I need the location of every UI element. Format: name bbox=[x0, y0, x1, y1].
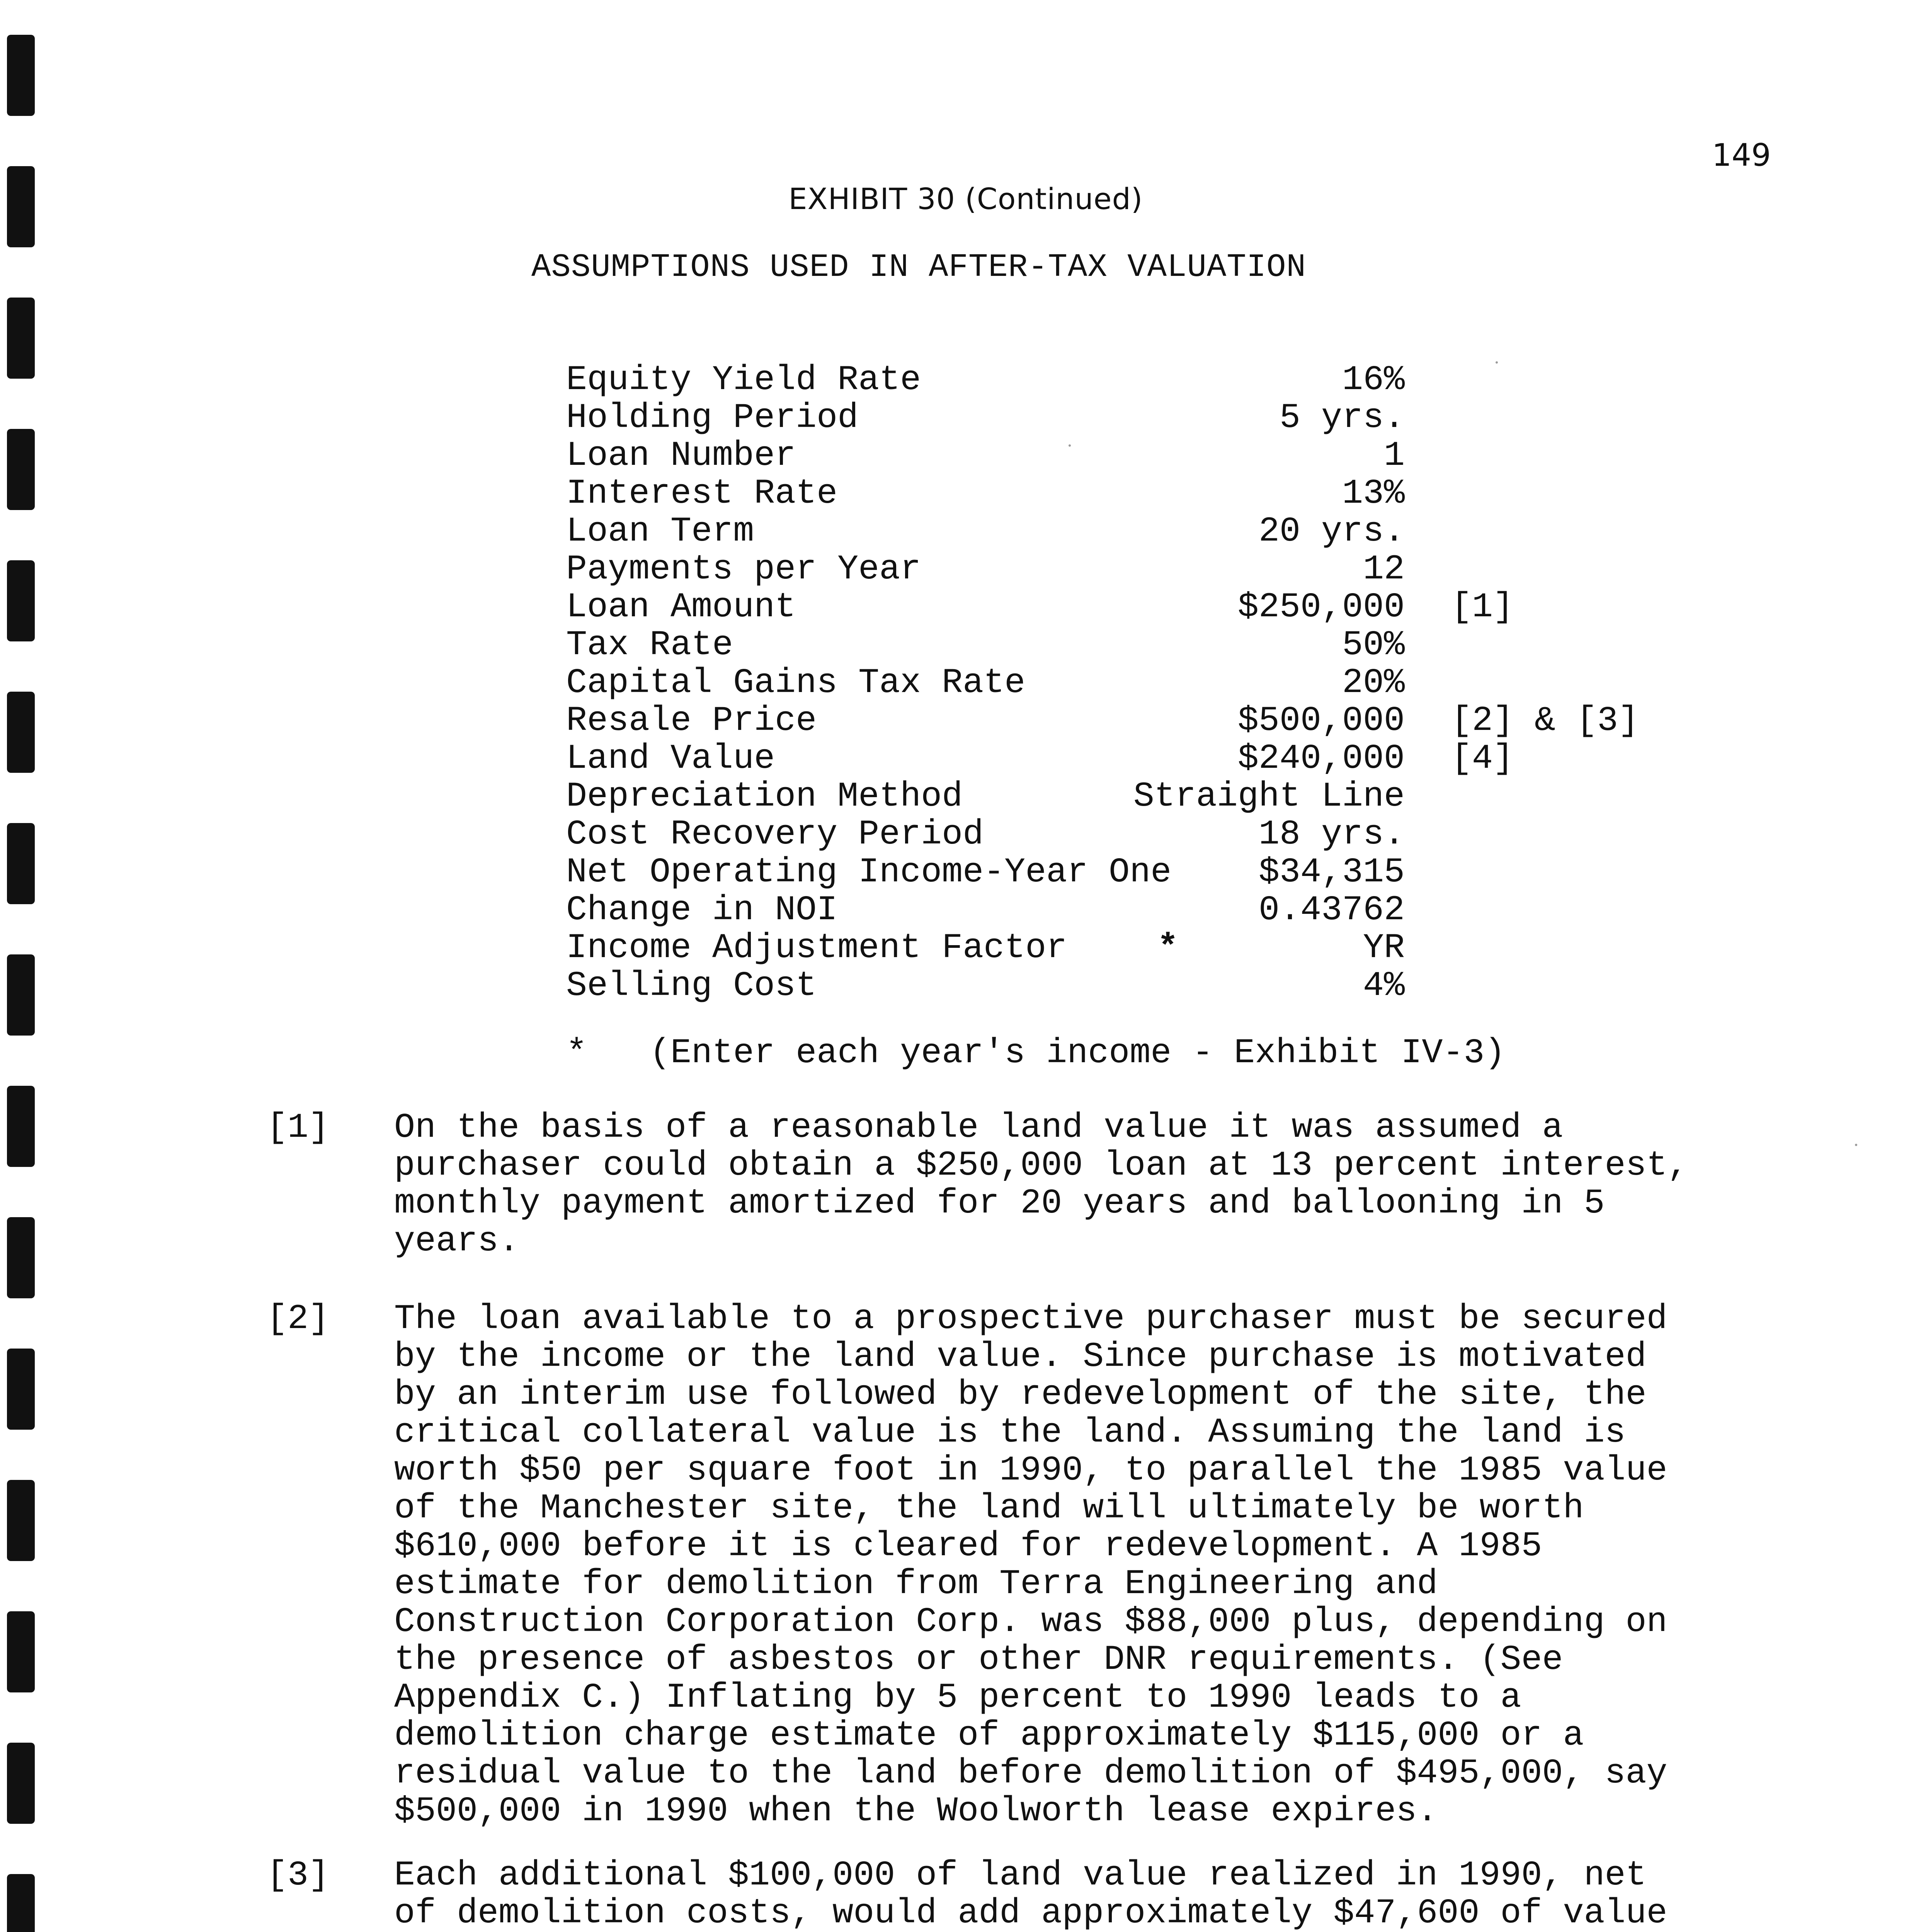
assumption-label: Resale Price bbox=[566, 701, 817, 741]
binding-hole bbox=[7, 823, 35, 904]
note-line: by the income or the land value. Since purchase is motivated bbox=[394, 1337, 1647, 1377]
assumption-value: $250,000 bbox=[1237, 588, 1405, 627]
assumption-value: 16% bbox=[1342, 361, 1405, 400]
note-line: $610,000 before it is cleared for redevelopment. A 1985 bbox=[394, 1527, 1542, 1566]
assumption-value: 18 yrs. bbox=[1258, 815, 1405, 854]
assumption-label: Depreciation Method bbox=[566, 777, 963, 816]
note-line: On the basis of a reasonable land value it was assumed a bbox=[394, 1108, 1563, 1148]
note-line: demolition charge estimate of approximately $115,000 or a bbox=[394, 1716, 1584, 1755]
binding-hole bbox=[7, 1480, 35, 1561]
assumption-label: Selling Cost bbox=[566, 966, 817, 1006]
note-line: years. bbox=[394, 1222, 520, 1261]
binding-holes bbox=[0, 0, 46, 1932]
assumption-label: Payments per Year bbox=[566, 550, 921, 589]
note-number: [1] bbox=[267, 1108, 330, 1148]
assumption-value: Straight Line bbox=[1133, 777, 1405, 816]
note-body bbox=[394, 1857, 1901, 1932]
note-line: Construction Corporation Corp. was $88,000 plus, depending on bbox=[394, 1602, 1668, 1642]
assumption-value: YR bbox=[1363, 929, 1405, 968]
assumption-value: 4% bbox=[1363, 966, 1405, 1006]
binding-hole bbox=[7, 298, 35, 379]
assumption-label: Holding Period bbox=[566, 398, 859, 438]
binding-hole bbox=[7, 1086, 35, 1167]
binding-hole bbox=[7, 1611, 35, 1692]
assumption-value: 12 bbox=[1363, 550, 1405, 589]
note-body bbox=[394, 1300, 1901, 1830]
binding-hole bbox=[7, 1874, 35, 1932]
scan-speck bbox=[1855, 1144, 1857, 1146]
assumption-value: $34,315 bbox=[1258, 853, 1405, 892]
scan-speck bbox=[1069, 444, 1071, 447]
note-line: The loan available to a prospective purchaser must be secured bbox=[394, 1299, 1668, 1339]
note-line: Appendix C.) Inflating by 5 percent to 1990 leads to a bbox=[394, 1678, 1521, 1718]
assumption-label: Cost Recovery Period bbox=[566, 815, 984, 854]
binding-hole bbox=[7, 1349, 35, 1430]
scan-speck bbox=[1496, 361, 1498, 364]
note-line: by an interim use followed by redevelopment of the site, the bbox=[394, 1375, 1647, 1415]
assumption-label: Interest Rate bbox=[566, 474, 838, 514]
note-number: [3] bbox=[267, 1856, 330, 1895]
assumption-label: Capital Gains Tax Rate bbox=[566, 663, 1026, 703]
assumption-value: $500,000 bbox=[1237, 701, 1405, 741]
note-body bbox=[394, 1109, 1901, 1260]
binding-hole bbox=[7, 35, 35, 116]
assumption-label: Loan Amount bbox=[566, 588, 796, 627]
note-line: Each additional $100,000 of land value realized in 1990, net bbox=[394, 1856, 1647, 1895]
assumption-value: 50% bbox=[1342, 626, 1405, 665]
note-line: estimate for demolition from Terra Engineering and bbox=[394, 1565, 1438, 1604]
asterisk-marker: * bbox=[1157, 929, 1179, 968]
table-heading: ASSUMPTIONS USED IN AFTER-TAX VALUATION bbox=[531, 249, 1306, 286]
binding-hole bbox=[7, 429, 35, 510]
note-line: of demolition costs, would add approximately $47,600 of value bbox=[394, 1894, 1668, 1932]
note-line: monthly payment amortized for 20 years and ballooning in 5 bbox=[394, 1184, 1605, 1223]
assumption-reference: [2] & [3] bbox=[1451, 701, 1639, 741]
table-footnote: * (Enter each year's income - Exhibit IV-3) bbox=[566, 1034, 1506, 1073]
note-line: $500,000 in 1990 when the Woolworth lease expires. bbox=[394, 1792, 1438, 1831]
assumption-label: Loan Term bbox=[566, 512, 754, 551]
assumption-label: Equity Yield Rate bbox=[566, 361, 921, 400]
assumption-value: 20 yrs. bbox=[1258, 512, 1405, 551]
assumption-value: 5 yrs. bbox=[1279, 398, 1405, 438]
binding-hole bbox=[7, 1217, 35, 1298]
binding-hole bbox=[7, 1743, 35, 1824]
assumption-reference: [4] bbox=[1451, 739, 1514, 779]
binding-hole bbox=[7, 954, 35, 1036]
note-number: [2] bbox=[267, 1299, 330, 1339]
assumption-value: $240,000 bbox=[1237, 739, 1405, 779]
exhibit-heading: EXHIBIT 30 (Continued) bbox=[788, 182, 1143, 216]
assumption-value: 0.43762 bbox=[1258, 891, 1405, 930]
page-number: 149 bbox=[1712, 137, 1771, 173]
assumption-label: Tax Rate bbox=[566, 626, 733, 665]
binding-hole bbox=[7, 560, 35, 641]
note-line: the presence of asbestos or other DNR requirements. (See bbox=[394, 1640, 1563, 1680]
assumption-label: Change in NOI bbox=[566, 891, 838, 930]
assumption-label: Income Adjustment Factor bbox=[566, 929, 1067, 968]
assumption-label: Loan Number bbox=[566, 436, 796, 476]
assumption-reference: [1] bbox=[1451, 588, 1514, 627]
assumption-label: Net Operating Income-Year One bbox=[566, 853, 1172, 892]
assumption-value: 1 bbox=[1383, 436, 1405, 476]
note-line: purchaser could obtain a $250,000 loan at 13 percent interest, bbox=[394, 1146, 1688, 1185]
note-line: worth $50 per square foot in 1990, to parallel the 1985 value bbox=[394, 1451, 1668, 1490]
note-line: of the Manchester site, the land will ultimately be worth bbox=[394, 1489, 1584, 1528]
assumption-value: 20% bbox=[1342, 663, 1405, 703]
assumption-value: 13% bbox=[1342, 474, 1405, 514]
binding-hole bbox=[7, 692, 35, 773]
note-line: residual value to the land before demolition of $495,000, say bbox=[394, 1754, 1668, 1793]
assumption-label: Land Value bbox=[566, 739, 775, 779]
note-line: critical collateral value is the land. Assuming the land is bbox=[394, 1413, 1626, 1452]
